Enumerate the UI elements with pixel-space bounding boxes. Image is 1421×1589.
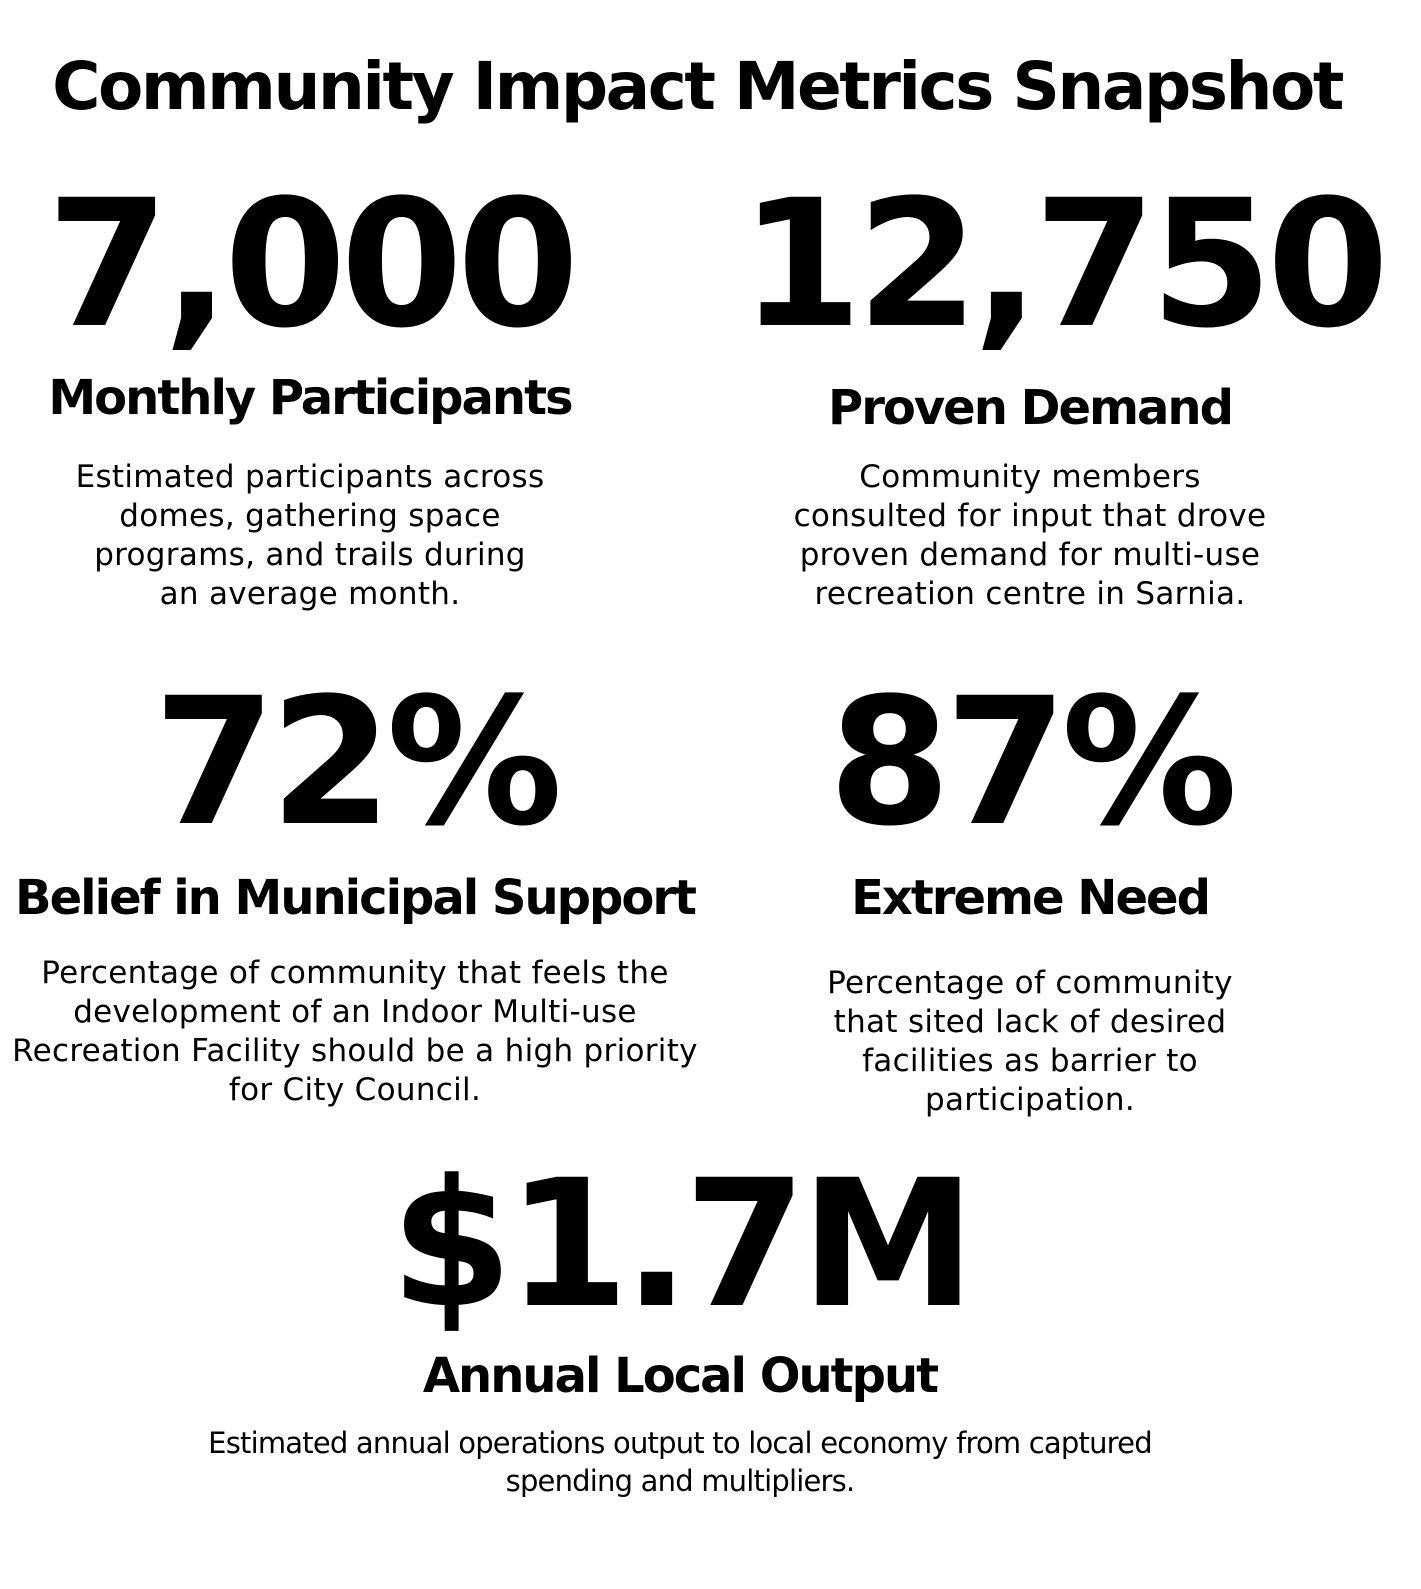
metric-description: Percentage of community that feels the development of an Indoor Multi-use Recreation Facility should be a high priority for City Council. <box>12 955 698 1108</box>
metric-label: Monthly Participants <box>48 370 572 426</box>
metric-description: Estimated annual operations output to local economy from captured spending and multipliers. <box>208 1426 1152 1498</box>
metric-label: Extreme Need <box>851 870 1209 926</box>
metric-value: 12,750 <box>740 162 1384 367</box>
metric-proven-demand <box>740 162 1384 614</box>
metric-value: $1.7M <box>390 1142 970 1347</box>
metric-monthly-participants <box>30 162 590 614</box>
metric-municipal-support <box>10 660 700 1110</box>
page-title: Community Impact Metrics Snapshot <box>52 48 1342 125</box>
metric-extreme-need <box>750 660 1310 1120</box>
metric-label: Annual Local Output <box>422 1348 938 1404</box>
metric-label: Belief in Municipal Support <box>15 870 695 926</box>
metric-label: Proven Demand <box>828 380 1232 436</box>
metric-description: Community members consulted for input that drove proven demand for multi-use recreation centre in Sarnia. <box>793 459 1267 612</box>
metric-description: Percentage of community that sited lack of desired facilities as barrier to participation. <box>827 965 1233 1118</box>
metric-value: 72% <box>153 660 557 865</box>
metric-annual-local-output <box>180 1142 1180 1500</box>
metric-description: Estimated participants across domes, gathering space programs, and trails during an average month. <box>75 459 545 612</box>
metric-value: 87% <box>828 660 1232 865</box>
metric-value: 7,000 <box>46 162 574 367</box>
